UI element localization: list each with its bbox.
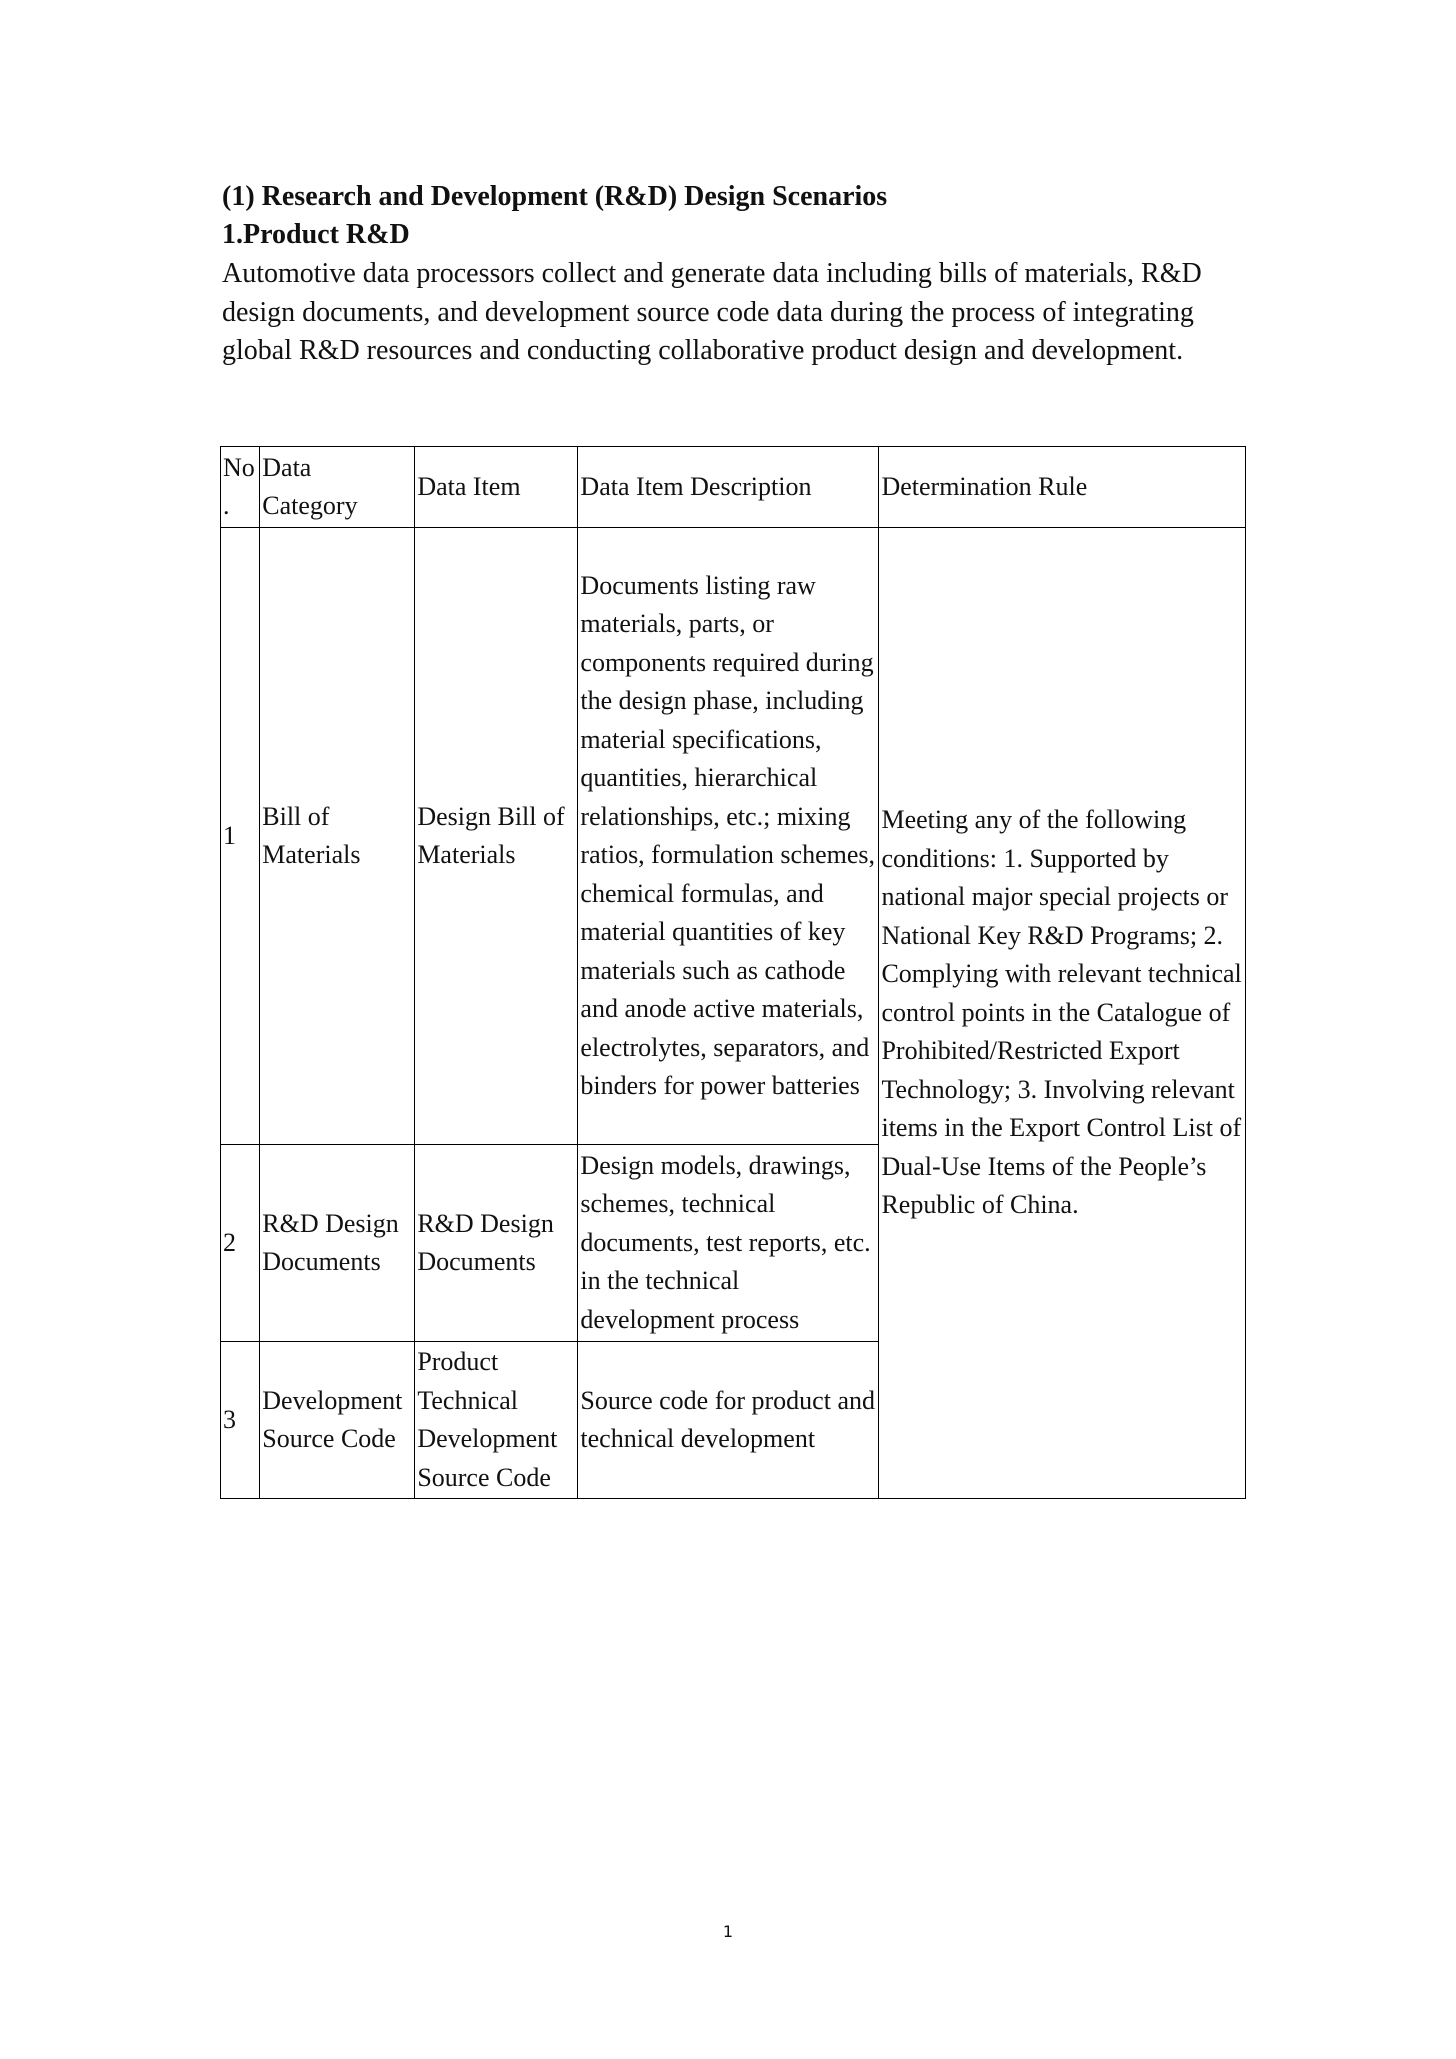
section-heading: (1) Research and Development (R&D) Design Scenarios xyxy=(222,181,888,212)
header-data-item-description: Data Item Description xyxy=(578,447,879,528)
cell-no: 3 xyxy=(221,1342,260,1499)
cell-data-category: Bill of Materials xyxy=(260,528,415,1145)
header-determination-rule: Determination Rule xyxy=(879,447,1246,528)
cell-data-category: R&D Design Documents xyxy=(260,1145,415,1342)
cell-data-item-description: Source code for product and technical development xyxy=(578,1342,879,1499)
cell-no: 1 xyxy=(221,528,260,1145)
cell-data-item-description: Documents listing raw materials, parts, or components required during the design phase, including material specifications, quantities, hierarchical relationships, etc.; mixing ratios, formulation schemes, chemical formulas, and material quantities of key materials such as cathode and anode active materials, electrolytes, separators, and binders for power batteries xyxy=(578,528,879,1145)
table-row xyxy=(221,528,1246,1145)
intro-paragraph: Automotive data processors collect and generate data including bills of materials, R&D design documents, and development source code data during the process of integrating global R&D resources and conducting collaborative product design and development. xyxy=(222,258,1202,366)
cell-no: 2 xyxy=(221,1145,260,1342)
data-classification-table xyxy=(220,446,1246,1499)
header-data-category: Data Category xyxy=(260,447,415,528)
page-number: 1 xyxy=(722,1922,734,1941)
cell-data-item: R&D Design Documents xyxy=(415,1145,578,1342)
header-data-item: Data Item xyxy=(415,447,578,528)
cell-data-item: Product Technical Development Source Code xyxy=(415,1342,578,1499)
cell-data-category: Development Source Code xyxy=(260,1342,415,1499)
cell-data-item-description: Design models, drawings, schemes, technical documents, test reports, etc. in the technical development process xyxy=(578,1145,879,1342)
header-no: No. xyxy=(221,447,260,528)
table-header-row xyxy=(221,447,1246,528)
cell-data-item: Design Bill of Materials xyxy=(415,528,578,1145)
cell-determination-rule: Meeting any of the following conditions: 1. Supported by national major special projects or National Key R&D Programs; 2. Complying with relevant technical control points in the Catalogue of Prohibited/Restricted Export Technology; 3. Involving relevant items in the Export Control List of Dual-Use Items of the People’s Republic of China. xyxy=(879,528,1246,1499)
subsection-heading: 1.Product R&D xyxy=(222,219,410,250)
